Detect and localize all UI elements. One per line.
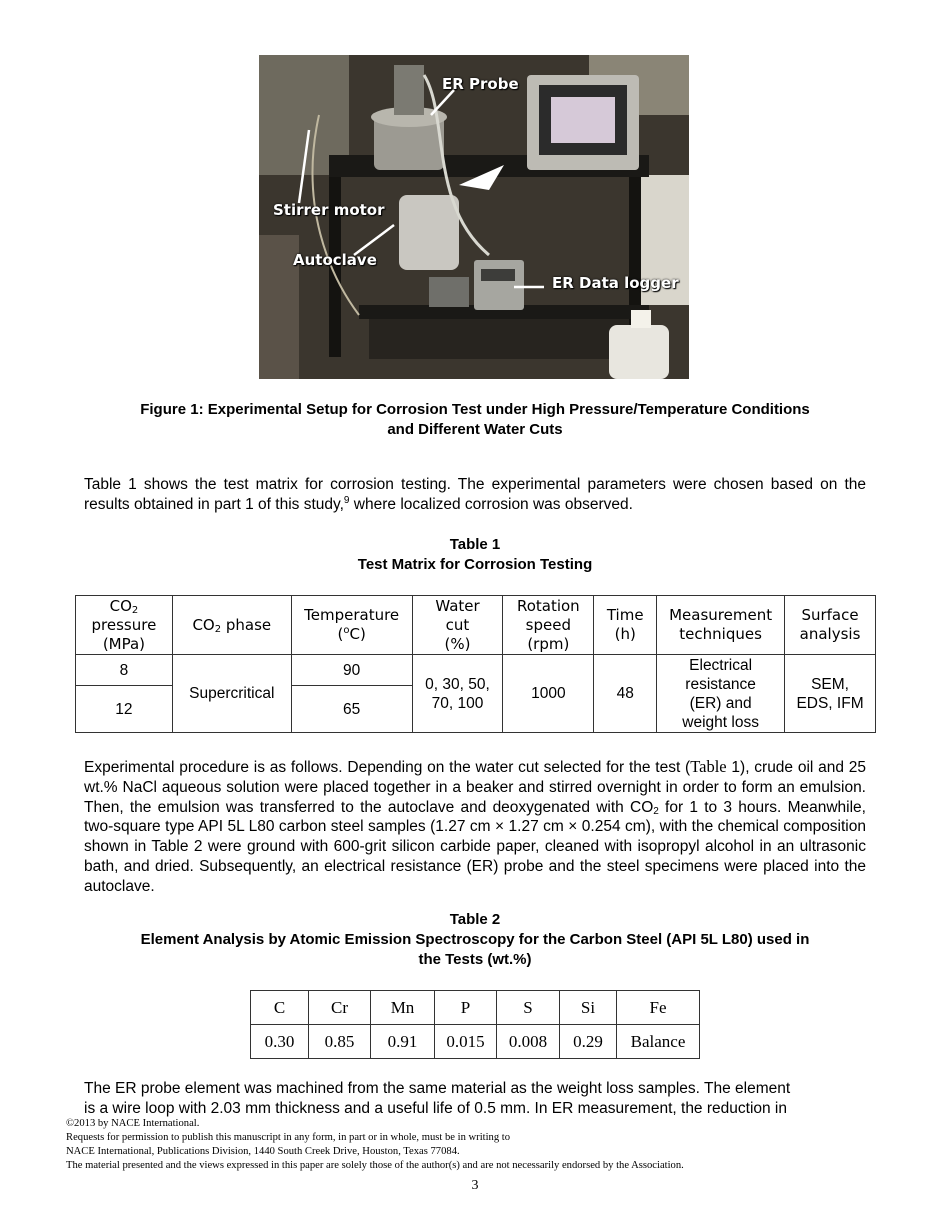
- footer-line3: NACE International, Publications Division, 1440 South Creek Drive, Houston, Texas 77084.: [66, 1146, 460, 1157]
- er-line1: The ER probe element was machined from the same material as the weight loss samples. The element: [84, 1080, 791, 1097]
- header-surface-analysis: Surface analysis: [785, 596, 876, 655]
- element-cell: Cr: [309, 991, 371, 1025]
- footer-copyright: ©2013 by NACE International.: [66, 1118, 200, 1129]
- table2-value-row: [251, 1025, 700, 1059]
- element-cell: P: [435, 991, 497, 1025]
- procedure-sub: 2: [653, 805, 659, 817]
- header-temperature: Temperature ($^o$C): [291, 596, 412, 655]
- page-number: 3: [471, 1178, 479, 1193]
- figure-caption: [84, 400, 866, 440]
- procedure-table-ref: Table: [690, 757, 727, 776]
- figure-caption-line2: and Different Water Cuts: [387, 421, 563, 438]
- table1-title: Table 1: [449, 536, 501, 553]
- cell-temp-1: 90: [291, 655, 412, 686]
- procedure-paragraph: [84, 757, 866, 897]
- intro-ref: 9: [343, 494, 350, 506]
- value-cell: 0.85: [309, 1025, 371, 1059]
- value-cell: 0.91: [371, 1025, 435, 1059]
- procedure-text-c: for 1 to 3 hours. Meanwhile, two-square type API 5L L80 carbon steel samples (1.27 cm × 1.27 cm × 0.254 cm), with the chemical composition shown in Table 2 were ground with 600-grit silicon carbide paper, cleaned with isopropyl alcohol in an ultrasonic bath, and dried. Subsequently, an electrical resistance (ER) probe and the steel specimens were placed into the autoclave.: [84, 798, 866, 895]
- element-cell: Si: [560, 991, 617, 1025]
- table2-element-row: [251, 991, 700, 1025]
- table2-heading: [84, 910, 866, 970]
- header-co2-phase: $CO_2$ phase: [172, 596, 291, 655]
- value-cell: 0.015: [435, 1025, 497, 1059]
- experimental-setup-photo: [259, 55, 689, 379]
- er-paragraph: [84, 1079, 866, 1119]
- table1-header-row: [76, 596, 876, 655]
- intro-paragraph: [84, 475, 866, 515]
- intro-text-b: where localized corrosion was observed.: [349, 495, 633, 513]
- value-cell: 0.30: [251, 1025, 309, 1059]
- label-er-data-logger: ER Data logger: [552, 274, 679, 292]
- cell-water-cut: 0, 30, 50, 70, 100: [412, 655, 503, 733]
- footer-line4: The material presented and the views expressed in this paper are solely those of the author(s) and are not necessarily endorsed by the Association.: [66, 1160, 684, 1171]
- table-row: [76, 655, 876, 686]
- value-cell: 0.008: [497, 1025, 560, 1059]
- cell-measurement: Electrical resistance (ER) and weight loss: [657, 655, 785, 733]
- label-er-probe: ER Probe: [442, 75, 519, 93]
- cell-temp-2: 65: [291, 686, 412, 733]
- cell-phase: Supercritical: [172, 655, 291, 733]
- table2-subtitle-line2: the Tests (wt.%): [418, 951, 532, 968]
- cell-pressure-1: 8: [76, 655, 173, 686]
- intro-text-a: Table 1 shows the test matrix for corrosion testing. The experimental parameters were chosen based on the results obtained in part 1 of this study,: [84, 476, 866, 513]
- label-autoclave: Autoclave: [293, 251, 377, 269]
- cell-pressure-2: 12: [76, 686, 173, 733]
- procedure-text-b: 1), crude oil and 25 wt.% NaCl aqueous solution were placed together in a beaker and stirred overnight in order to form an emulsion. Then, the emulsion was transferred to the autoclave and deoxygenated with CO: [84, 759, 866, 816]
- element-analysis-table: [250, 990, 700, 1059]
- header-water-cut: Water cut (%): [412, 596, 503, 655]
- footer-line2: Requests for permission to publish this manuscript in any form, in part or in whole, must be in writing to: [66, 1132, 511, 1143]
- cell-rotation: 1000: [503, 655, 594, 733]
- procedure-text-a: Experimental procedure is as follows. Depending on the water cut selected for the test (: [84, 759, 691, 776]
- cell-time: 48: [594, 655, 657, 733]
- er-line2: is a wire loop with 2.03 mm thickness and a useful life of 0.5 mm. In ER measurement, the reduction in: [84, 1099, 787, 1117]
- element-cell: Fe: [617, 991, 700, 1025]
- table2-title: Table 2: [449, 911, 501, 928]
- cell-surface: SEM, EDS, IFM: [785, 655, 876, 733]
- test-matrix-table: [75, 595, 876, 733]
- element-cell: Mn: [371, 991, 435, 1025]
- label-stirrer-motor: Stirrer motor: [273, 201, 385, 219]
- element-cell: C: [251, 991, 309, 1025]
- footer: [66, 1117, 866, 1173]
- value-cell: 0.29: [560, 1025, 617, 1059]
- header-co2-pressure: $CO_2$ pressure (MPa): [76, 596, 173, 655]
- header-rotation-speed: Rotation speed (rpm): [503, 596, 594, 655]
- table1-subtitle: Test Matrix for Corrosion Testing: [357, 556, 593, 573]
- element-cell: S: [497, 991, 560, 1025]
- header-measurement: Measurement techniques: [657, 596, 785, 655]
- header-time: Time (h): [594, 596, 657, 655]
- value-cell: Balance: [617, 1025, 700, 1059]
- figure-caption-line1: Figure 1: Experimental Setup for Corrosion Test under High Pressure/Temperature Conditions: [140, 401, 810, 418]
- table1-heading: [84, 535, 866, 575]
- table2-subtitle-line1: Element Analysis by Atomic Emission Spectroscopy for the Carbon Steel (API 5L L80) used in: [140, 931, 810, 948]
